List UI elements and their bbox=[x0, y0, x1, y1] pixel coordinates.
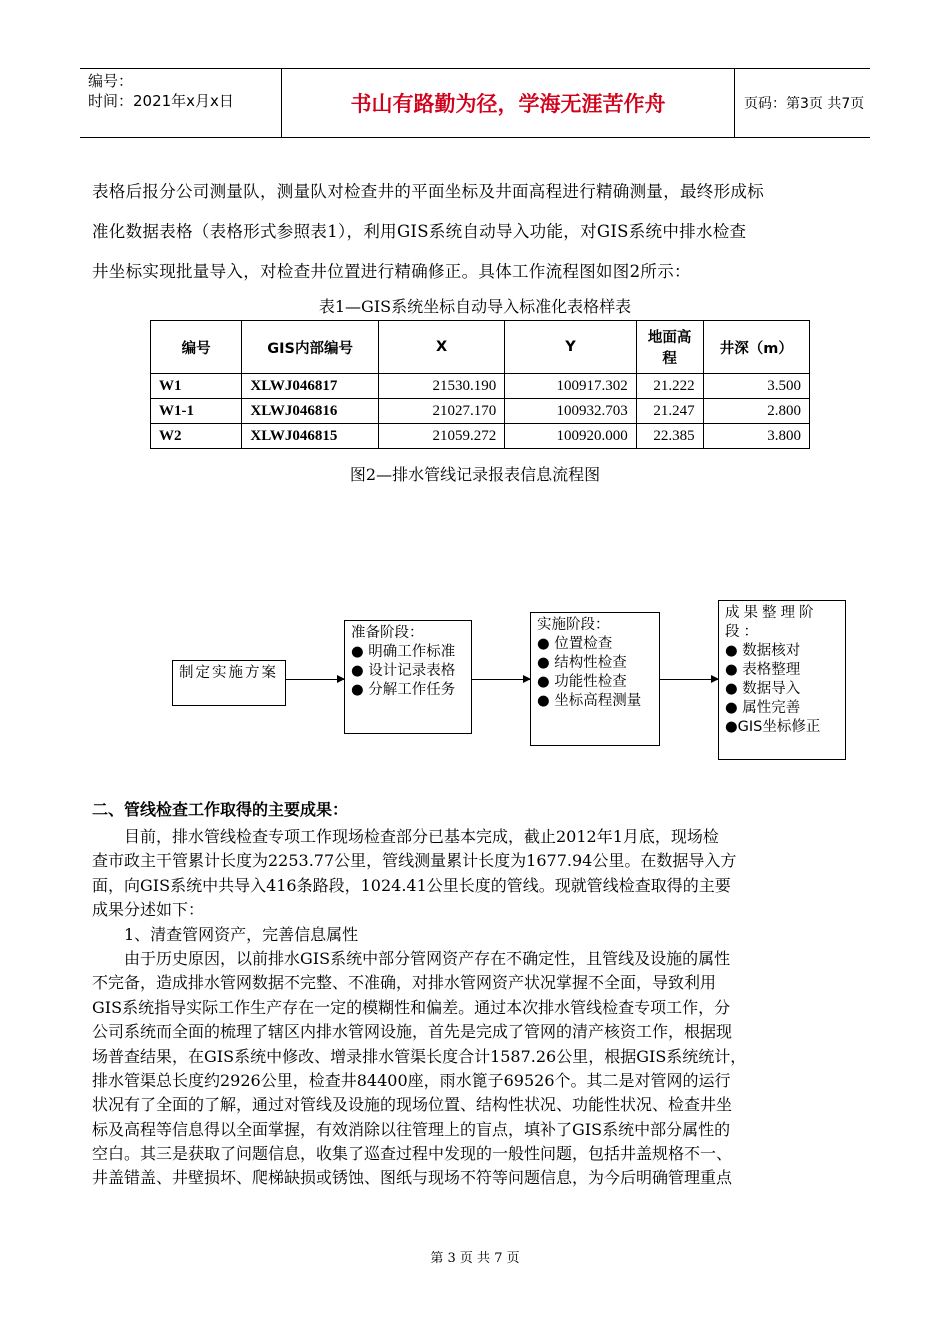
table-cell: 100917.302 bbox=[505, 374, 636, 399]
body-line: 公司系统而全面的梳理了辖区内排水管网设施，首先是完成了管网的清产核资工作，根据现 bbox=[92, 1022, 733, 1042]
flow-arrow-3 bbox=[660, 679, 718, 680]
table-cell: 100920.000 bbox=[505, 424, 636, 449]
flow-box-plan bbox=[172, 660, 286, 706]
flow-box-implement bbox=[530, 612, 660, 746]
table-cell: W1-1 bbox=[151, 399, 242, 424]
body-line: 1、清查管网资产，完善信息属性 bbox=[92, 924, 359, 944]
table-row bbox=[151, 399, 810, 424]
table-header-cell: X bbox=[378, 321, 504, 374]
number-label: 编号： bbox=[88, 72, 134, 90]
table-cell: 21.222 bbox=[636, 374, 703, 399]
table-header-cell: 井深（m） bbox=[703, 321, 809, 374]
intro-line-2: 准化数据表格（表格形式参照表1），利用GIS系统自动导入功能，对GIS系统中排水检查 bbox=[92, 222, 747, 241]
flow-box-implement-item: ● 结构性检查 bbox=[537, 655, 627, 671]
figure-caption: 图2—排水管线记录报表信息流程图 bbox=[349, 465, 601, 484]
body-line: 目前，排水管线检查专项工作现场检查部分已基本完成，截止2012年1月底，现场检 bbox=[92, 827, 719, 846]
body-line: 空白。其三是获取了问题信息，收集了巡查过程中发现的一般性问题，包括井盖规格不一、 bbox=[92, 1144, 733, 1164]
body-line: GIS系统指导实际工作生产存在一定的模糊性和偏差。通过本次排水管线检查专项工作，分 bbox=[92, 997, 731, 1017]
section-body bbox=[92, 825, 862, 1191]
body-line: 面，向GIS系统中共导入416条路段，1024.41公里长度的管线。现就管线检查取得的主要 bbox=[92, 875, 731, 895]
coordinate-table bbox=[150, 320, 810, 449]
header-page-info: 页码：第3页 共7页 bbox=[744, 96, 865, 112]
flow-arrow-2 bbox=[472, 679, 530, 680]
body-line: 成果分述如下： bbox=[92, 900, 205, 920]
flow-box-result-item: ● 数据导入 bbox=[725, 681, 801, 697]
page-header bbox=[80, 68, 870, 138]
header-motto: 书山有路勤为径，学海无涯苦作舟 bbox=[282, 69, 735, 137]
flow-box-result-item: ● 属性完善 bbox=[725, 700, 801, 716]
body-line: 查市政主干管累计长度为2253.77公里，管线测量累计长度为1677.94公里。在数据导入方 bbox=[92, 851, 737, 871]
flow-box-result-item: ●GIS坐标修正 bbox=[725, 719, 821, 735]
table-cell: 3.500 bbox=[703, 374, 809, 399]
table-cell: XLWJ046816 bbox=[242, 399, 379, 424]
body-line: 排水管渠总长度约2926公里，检查井84400座，雨水篦子69526个。其二是对管网的运行 bbox=[92, 1070, 731, 1090]
table-cell: 100932.703 bbox=[505, 399, 636, 424]
table-header-cell: 地面高程 bbox=[636, 321, 703, 374]
flow-box-prepare bbox=[344, 620, 472, 734]
flow-box-plan-label: 制定实施方案 bbox=[179, 665, 278, 681]
table-cell: XLWJ046815 bbox=[242, 424, 379, 449]
table-header-cell: GIS内部编号 bbox=[242, 321, 379, 374]
intro-line-3: 井坐标实现批量导入，对检查井位置进行精确修正。具体工作流程图如图2所示： bbox=[92, 262, 691, 281]
table-cell: W2 bbox=[151, 424, 242, 449]
body-line: 场普查结果，在GIS系统中修改、增录排水管渠长度合计1587.26公里，根据GIS系统统计， bbox=[92, 1046, 747, 1066]
flow-box-implement-item: ● 坐标高程测量 bbox=[537, 693, 642, 709]
flow-arrow-1 bbox=[286, 679, 344, 680]
body-line: 标及高程等信息得以全面掌握，有效消除以往管理上的盲点，填补了GIS系统中部分属性的 bbox=[92, 1119, 731, 1139]
table-row bbox=[151, 374, 810, 399]
table-cell: 21.247 bbox=[636, 399, 703, 424]
flow-box-result-item: ● 表格整理 bbox=[725, 662, 801, 678]
intro-line-1: 表格后报分公司测量队，测量队对检查井的平面坐标及井面高程进行精确测量，最终形成标 bbox=[92, 182, 764, 201]
table-cell: 21059.272 bbox=[378, 424, 504, 449]
flow-box-result-title: 成果整理阶段： bbox=[725, 605, 818, 640]
table-header-row bbox=[151, 321, 810, 374]
table-cell: 2.800 bbox=[703, 399, 809, 424]
date-label: 时间：2021年x月x日 bbox=[88, 92, 234, 110]
table-cell: 21530.190 bbox=[378, 374, 504, 399]
table-row bbox=[151, 424, 810, 449]
table-cell: 22.385 bbox=[636, 424, 703, 449]
header-meta bbox=[80, 69, 282, 137]
body-line: 由于历史原因，以前排水GIS系统中部分管网资产存在不确定性，且管线及设施的属性 bbox=[92, 948, 731, 968]
table-header-cell: 编号 bbox=[151, 321, 242, 374]
flow-box-prepare-item: ● 分解工作任务 bbox=[351, 682, 456, 698]
table-cell: 21027.170 bbox=[378, 399, 504, 424]
flow-box-implement-title: 实施阶段： bbox=[537, 617, 610, 633]
table-cell: W1 bbox=[151, 374, 242, 399]
flow-box-implement-item: ● 位置检查 bbox=[537, 636, 613, 652]
flow-box-implement-item: ● 功能性检查 bbox=[537, 674, 627, 690]
flow-box-result-item: ● 数据核对 bbox=[725, 643, 801, 659]
flow-box-prepare-item: ● 明确工作标准 bbox=[351, 644, 456, 660]
body-line: 井盖错盖、井壁损坏、爬梯缺损或锈蚀、图纸与现场不符等问题信息，为今后明确管理重点 bbox=[92, 1168, 733, 1188]
flow-box-prepare-title: 准备阶段： bbox=[351, 625, 424, 641]
body-line: 不完备，造成排水管网数据不完整、不准确，对排水管网资产状况掌握不全面，导致利用 bbox=[92, 973, 717, 993]
page-footer: 第 3 页 共 7 页 bbox=[430, 1251, 520, 1266]
flow-box-result bbox=[718, 600, 846, 760]
section-title: 二、管线检查工作取得的主要成果： bbox=[92, 800, 349, 819]
table-header-cell: Y bbox=[505, 321, 636, 374]
table-cell: XLWJ046817 bbox=[242, 374, 379, 399]
table-caption: 表1—GIS系统坐标自动导入标准化表格样表 bbox=[318, 297, 632, 316]
flow-box-prepare-item: ● 设计记录表格 bbox=[351, 663, 456, 679]
table-cell: 3.800 bbox=[703, 424, 809, 449]
body-line: 状况有了全面的了解，通过对管线及设施的现场位置、结构性状况、功能性状况、检查井坐 bbox=[92, 1095, 733, 1115]
